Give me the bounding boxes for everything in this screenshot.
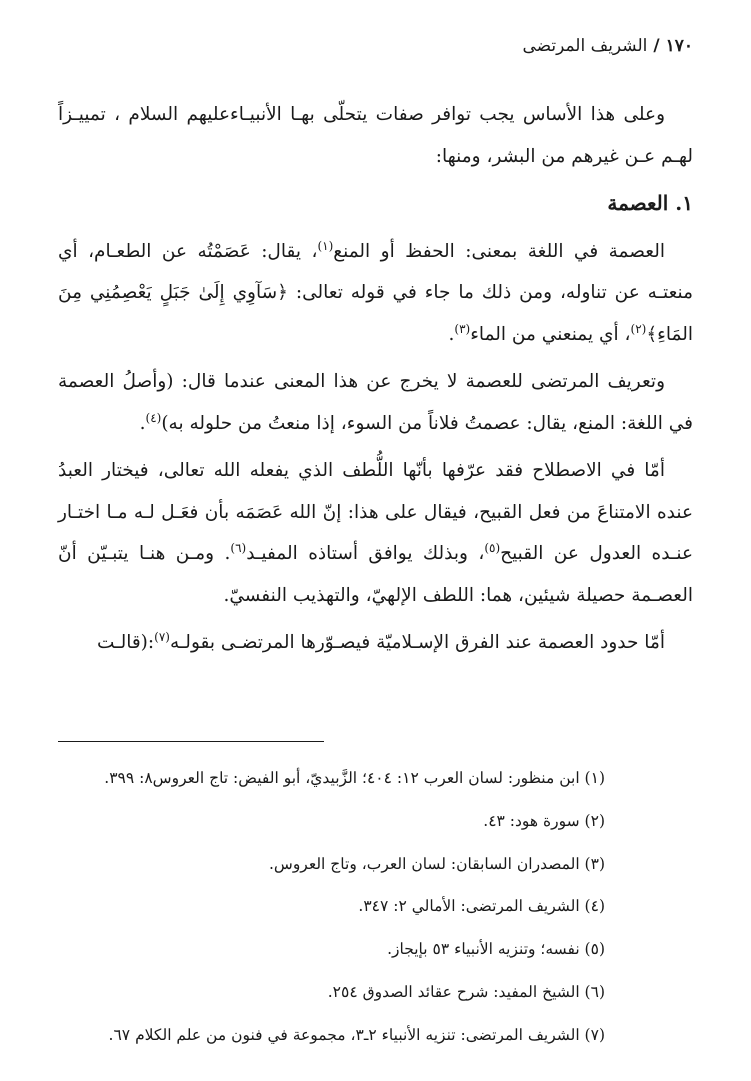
footnote-ref-6[interactable]: (٦) — [230, 540, 247, 555]
footnote-ref-2[interactable]: (٢) — [630, 321, 647, 336]
paragraph-technical-definition — [58, 450, 693, 616]
footnotes — [58, 757, 605, 1057]
text-run: أمّا حدود العصمة عند الفرق الإسـلاميّة فيصـوّرها المرتضـى بقولـه — [169, 632, 665, 653]
footnote-ref-7[interactable]: (٧) — [154, 629, 170, 644]
text-run: أمّا في الاصطلاح فقد عرّفها بأنّها اللُّطف الذي يفعله الله تعالى، فيختار العبدُ عنده الامتناعَ من فعل القبيح، فيقال على هذا: إنّ الله عَصَمَه بأن فعَـل لـه مـا اختـار عنـده العدول عن القبيح — [58, 460, 693, 564]
main-text — [58, 94, 693, 670]
intro-paragraph: وعلى هذا الأساس يجب توافر صفات يتحلّى بهـا الأنبيـاءعليهم السلام ، تمييـزاً لهـم عـن غيرهم من البشر، ومنها: — [58, 104, 693, 167]
text-run: وتعريف المرتضى للعصمة لا يخرج عن هذا المعنى عندما قال: (وأصلُ العصمة في اللغة: المنع، يقال: عصمتُ فلاناً من السوء، إذا منعتُ من حلوله به) — [58, 371, 693, 434]
paragraph-sects — [58, 622, 693, 664]
footnote-5: (٥) نفسه؛ وتنزيه الأنبياء ٥٣ بإيجاز. — [387, 940, 605, 959]
footnote-1: (١) ابن منظور: لسان العرب ١٢: ٤٠٤؛ الزَّبيديّ، أبو الفيض: تاج العروس٨: ٣٩٩. — [104, 769, 605, 787]
text-run: . ومـن هنـا يتبـيّن أنّ العصـمة حصيلة شيئين، هما: اللطف الإلهيّ، والتهذيب النفسيّ. — [58, 543, 693, 606]
footnote-3: (٣) المصدران السابقان: لسان العرب، وتاج العروس. — [268, 854, 605, 873]
text-run: ، يقال: عَصَمْتُه عن الطعـام، أي منعتـه عن تناوله، ومن ذلك ما جاء في قوله تعالى: ﴿سَآوِي إِلَىٰ جَبَلٍ يَعْصِمُنِي مِنَ المَاءِ﴾ — [58, 240, 693, 345]
text-run: . — [448, 323, 455, 345]
text-run: :(قالـت — [96, 632, 155, 653]
footnote-ref-4[interactable]: (٤) — [145, 410, 162, 425]
text-run: ، أي يمنعني من الماء — [470, 323, 631, 345]
running-title: الشريف المرتضى — [522, 36, 648, 56]
paragraph-language-definition — [58, 231, 693, 356]
footnote-divider — [58, 741, 324, 742]
text-run: . — [139, 412, 146, 434]
footnote-ref-1[interactable]: (١) — [317, 238, 334, 253]
footnote-ref-5[interactable]: (٥) — [484, 540, 501, 555]
header-separator: / — [653, 36, 660, 56]
footnote-ref-3[interactable]: (٣) — [454, 321, 471, 336]
text-run: ، وبذلك يوافق أستاذه المفيـد — [246, 543, 485, 564]
footnote-2: (٢) سورة هود: ٤٣. — [483, 811, 605, 830]
section-heading: ١. العصمة — [607, 191, 693, 215]
footnote-4: (٤) الشريف المرتضى: الأمالي ٢: ٣٤٧. — [358, 897, 605, 916]
text-run: العصمة في اللغة بمعنى: الحفظ أو المنع — [333, 240, 665, 262]
page-number: ١٧٠ — [665, 36, 693, 56]
footnote-7: (٧) الشريف المرتضى: تنزيه الأنبياء ٢ـ٣، مجموعة في فنون من علم الكلام ٦٧. — [108, 1025, 605, 1044]
running-header — [522, 36, 693, 56]
footnote-6: (٦) الشيخ المفيد: شرح عقائد الصدوق ٢٥٤. — [327, 982, 605, 1001]
paragraph-murtada-definition — [58, 361, 693, 444]
